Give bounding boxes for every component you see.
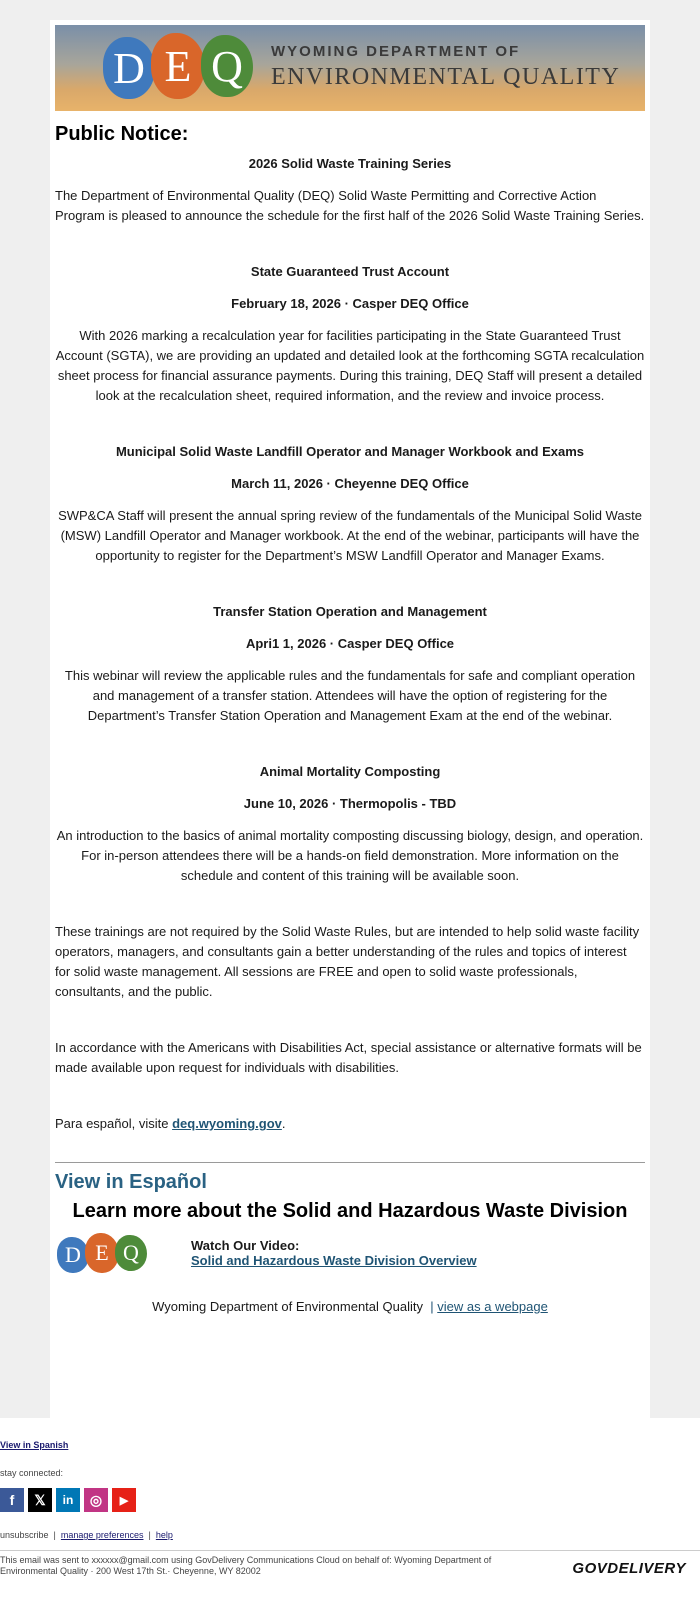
video-link[interactable]: Solid and Hazardous Waste Division Overview [191, 1253, 477, 1268]
logo-q-icon: Q [201, 35, 253, 97]
stay-connected-label: stay connected: [0, 1468, 64, 1478]
deq-website-link[interactable]: deq.wyoming.gov [172, 1116, 282, 1131]
deq-banner [55, 25, 645, 111]
spanish-prefix: Para español, visite [55, 1116, 173, 1131]
linkedin-icon[interactable]: in [56, 1488, 80, 1512]
sent-to-text: This email was sent to xxxxxx@gmail.com using GovDelivery Communications Cloud on behalf of: Wyoming Department of Environmental Quality · 200 West 17th St.· Cheyenne, WY 82002 [0, 1555, 492, 1576]
youtube-icon[interactable]: ▶ [112, 1488, 136, 1512]
ada-paragraph: In accordance with the Americans with Disabilities Act, special assistance or alternative formats will be made available upon request for individuals with disabilities. [55, 1040, 642, 1075]
separator: | [148, 1530, 151, 1540]
footer-separator: | [430, 1299, 434, 1314]
instagram-icon[interactable]: ◎ [84, 1488, 108, 1512]
session-description: This webinar will review the applicable rules and the fundamentals for safe and compliant operation and management of a transfer station. Attendees will have the option of registering for the Department’s Transfer Station Operation and Management Exam at the end of the webinar. [64, 668, 636, 723]
video-row [55, 1231, 645, 1275]
facebook-icon[interactable]: f [0, 1488, 24, 1512]
govdelivery-logo[interactable]: GOVDELIVERY [572, 1560, 686, 1577]
logo-d-icon: D [103, 37, 155, 99]
session-title: Animal Mortality Composting [259, 764, 441, 779]
preferences-row [0, 1530, 700, 1540]
footer-line [55, 1299, 645, 1314]
footer-org: Wyoming Department of Environmental Quality [152, 1299, 423, 1314]
logo-e-icon: E [151, 33, 205, 99]
banner-line2: ENVIRONMENTAL QUALITY [271, 64, 621, 90]
watch-video-heading: Watch Our Video: [191, 1238, 300, 1253]
spanish-suffix: . [281, 1116, 286, 1131]
session-description: An introduction to the basics of animal mortality composting discussing biology, design, and operation. For in-person attendees there will be a hands-on field demonstration. More information on the schedule and content of this training will be available soon. [56, 828, 644, 883]
social-icons [0, 1488, 700, 1512]
session-date: June 10, 2026 · Thermopolis - TBD [243, 796, 457, 811]
banner-title [271, 43, 620, 91]
x-icon[interactable]: 𝕏 [28, 1488, 52, 1512]
banner-line1: WYOMING DEPARTMENT OF [271, 43, 521, 60]
session-description: SWP&CA Staff will present the annual spring review of the fundamentals of the Municipal Solid Waste (MSW) Landfill Operator and Manager workbook. At the end of the webinar, participants will have the opportunity to register for the Department’s MSW Landfill Operator and Manager Exams. [58, 508, 642, 563]
bottom-bar [0, 1551, 700, 1577]
series-title: 2026 Solid Waste Training Series [248, 156, 452, 171]
session-title: Municipal Solid Waste Landfill Operator and Manager Workbook and Exams [115, 444, 585, 459]
notice-heading: Public Notice: [55, 123, 189, 145]
separator: | [53, 1530, 56, 1540]
divider [55, 1162, 645, 1163]
session-date: March 11, 2026 · Cheyenne DEQ Office [231, 476, 469, 491]
mini-logo-d-icon: D [57, 1237, 89, 1273]
deq-mini-logo [55, 1231, 155, 1275]
view-in-spanish-link[interactable]: View in Spanish [0, 1440, 69, 1450]
learn-more-heading: Learn more about the Solid and Hazardous Waste Division [72, 1200, 628, 1222]
view-in-espanol-link[interactable]: View in Español [55, 1171, 207, 1193]
session-description: With 2026 marking a recalculation year for facilities participating in the State Guaranteed Trust Account (SGTA), we are providing an updated and detailed look at the forthcoming SGTA recalculation sheet process for financial assurance payments. During this training, DEQ Staff will present a detailed look at the recalculation sheet, required information, and the review and invoice process. [55, 328, 645, 403]
mini-logo-q-icon: Q [115, 1235, 147, 1271]
spanish-line [55, 1114, 645, 1134]
email-card [50, 20, 650, 1418]
view-as-webpage-link[interactable]: view as a webpage [437, 1299, 548, 1314]
intro-paragraph: The Department of Environmental Quality (DEQ) Solid Waste Permitting and Corrective Action Program is pleased to announce the schedule for the first half of the 2026 Solid Waste Training Series. [55, 188, 645, 223]
session-date: Apri1 1, 2026 · Casper DEQ Office [245, 636, 455, 651]
session-title: State Guaranteed Trust Account [250, 264, 450, 279]
help-link[interactable]: help [155, 1530, 173, 1540]
video-text [191, 1238, 477, 1268]
manage-preferences-link[interactable]: manage preferences [60, 1530, 144, 1540]
unsubscribe-link[interactable]: unsubscribe [0, 1530, 49, 1540]
session-date: February 18, 2026 · Casper DEQ Office [231, 296, 469, 311]
session-title: Transfer Station Operation and Management [213, 604, 487, 619]
mini-logo-e-icon: E [85, 1233, 119, 1273]
govdelivery-footer [0, 1418, 700, 1577]
closing-paragraph: These trainings are not required by the Solid Waste Rules, but are intended to help solid waste facility operators, managers, and consultants gain a better understanding of the rules and topics of interest for solid waste management. All sessions are FREE and open to solid waste professionals, consultants, and the public. [55, 924, 640, 999]
